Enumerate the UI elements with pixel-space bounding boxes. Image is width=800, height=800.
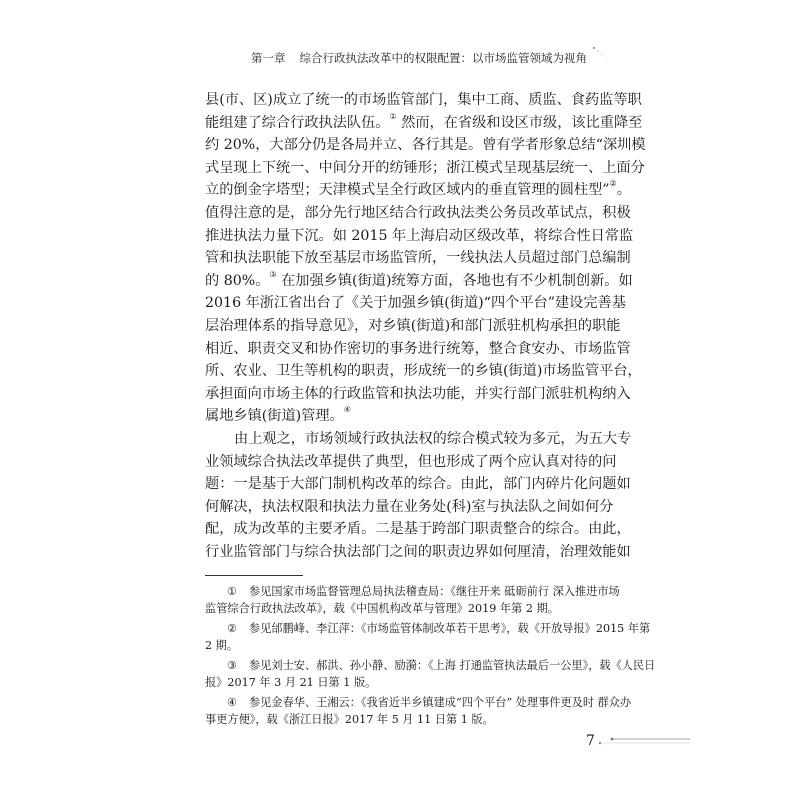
footnote-marker: ②: [227, 622, 238, 635]
text-line: 所、农业、卫生等机构的职责，形成统一的乡镇(街道)市场监管平台，: [205, 363, 642, 380]
footnote-line: [205, 621, 651, 638]
footnote-text: 2 期。: [205, 638, 239, 652]
footnote-text: 参见邰鹏峰、李江萍：《市场监管体制改革若干思考》，载《开放导报》2015 年第: [249, 622, 651, 635]
decorative-dots-icon: [592, 46, 610, 60]
page-number-ornament-icon: [598, 736, 690, 748]
text-line: 推进执法力量下沉。如 2015 年上海启动区级改革，将综合性日常监: [205, 227, 634, 244]
footnote-text: 参见金春华、王湘云：《我省近半乡镇建成“四个平台” 处理事件更及时 群众办: [249, 696, 632, 709]
text-line: 县(市、区)成立了统一的市场监管部门，集中工商、质监、食药监等职: [205, 92, 642, 108]
text-line: 值得注意的是，部分先行地区结合行政执法类公务员改革试点，积极: [205, 204, 631, 221]
text-line: 配，成为改革的主要矛盾。二是基于跨部门职责整合的综合。由此，: [205, 521, 631, 538]
footnote-marker: ③: [227, 659, 238, 672]
text-line: 业领域综合执法改革提供了典型，但也形成了两个应认真对待的问: [205, 453, 617, 470]
footnote-text: 参见国家市场监督管理总局执法稽查局：《继往开来 砥砺前行 深入推进市场: [249, 585, 620, 598]
footnote-line: [205, 638, 591, 655]
footnote-line: [205, 675, 591, 692]
page-number: 7: [586, 733, 595, 749]
footnote-line: [205, 658, 656, 675]
footnote-ref[interactable]: ④: [343, 405, 351, 415]
text-line: 的 80%。③ 在加强乡镇(街道)统筹方面，各地也有不少机制创新。如: [205, 269, 633, 289]
text-line: 约 20%，大部分仍是各局并立、各行其是。曾有学者形象总结“深圳模: [205, 137, 646, 154]
footnote-text: 报》2017 年 3 月 21 日第 1 版。: [205, 675, 377, 689]
footnote-text: 参见刘士安、郝洪、孙小静、励漪：《上海 打通监管执法最后一公里》，载《人民日: [249, 659, 656, 672]
text-line: 式呈现上下统一、中间分开的纺锤形；浙江模式呈现基层统一、上面分: [205, 159, 645, 176]
footnote-ref[interactable]: ③: [269, 269, 277, 279]
chapter-label: 第一章: [251, 51, 286, 65]
body-text: [205, 89, 646, 563]
footnotes: [205, 584, 656, 732]
text-line: 属地乡镇(街道)管理。④: [205, 405, 351, 425]
footnote-marker: ④: [227, 696, 238, 709]
text-line: 何解决，执法权限和执法力量在业务处(科)室与执法队之间如何分: [205, 498, 614, 515]
footnote-ref[interactable]: ②: [609, 179, 617, 189]
footnote-line: [205, 695, 632, 712]
footnote-text: 监管综合行政执法改革》，载《中国机构改革与管理》2019 年第 2 期。: [205, 601, 559, 615]
text-line: 立的倒金字塔型；天津模式呈全行政区域内的垂直管理的圆柱型”②。: [205, 179, 631, 199]
footnote-divider: [205, 575, 303, 576]
text-line: 2016 年浙江省出台了《关于加强乡镇(街道)“四个平台”建设完善基: [205, 295, 626, 312]
text-line: 相近、职责交叉和协作密切的事务进行统筹，整合食安办、市场监管: [205, 340, 631, 357]
footnote-marker: ①: [227, 585, 238, 598]
footnote-line: [205, 712, 591, 729]
text-line: 题：一是基于大部门制机构改革的综合。由此，部门内碎片化问题如: [205, 476, 631, 493]
footnote-ref[interactable]: ①: [389, 111, 397, 121]
footnote-text: 事更方便》，载《浙江日报》2017 年 5 月 11 日第 1 版。: [205, 712, 494, 726]
text-line: 层治理体系的指导意见》，对乡镇(街道)和部门派驻机构承担的职能: [205, 317, 621, 334]
footnote-line: [205, 601, 591, 618]
footnote-line: [205, 584, 620, 601]
text-line: 能组建了综合行政执法队伍。① 然而，在省级和设区市级，该比重降至: [205, 111, 643, 131]
chapter-title: 综合行政执法改革中的权限配置：以市场监管领域为视角: [299, 51, 587, 65]
text-line: 承担面向市场主体的行政监管和执法功能，并实行部门派驻机构纳入: [205, 385, 631, 402]
text-line: 由上观之，市场领域行政执法权的综合模式较为多元，为五大专: [234, 430, 632, 447]
running-header: [251, 50, 587, 66]
text-line: 行业监管部门与综合执法部门之间的职责边界如何厘清，治理效能如: [205, 543, 631, 560]
text-line: 管和执法职能下放至基层市场监管所，一线执法人员超过部门总编制: [205, 250, 631, 267]
